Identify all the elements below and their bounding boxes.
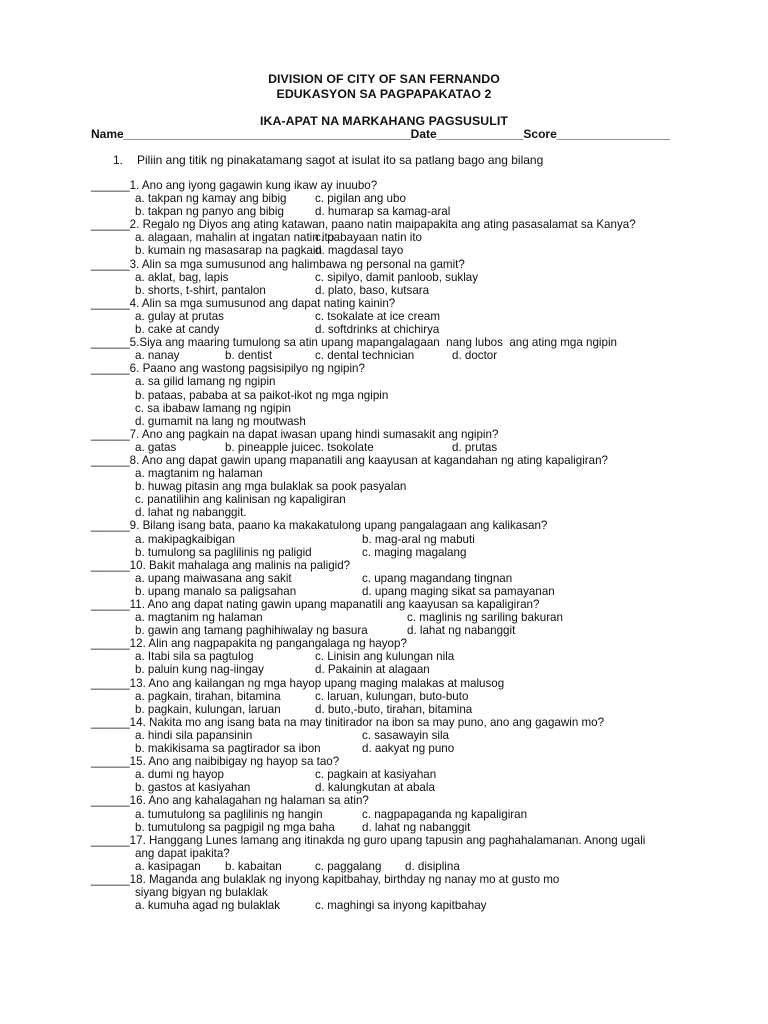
choice: b. dentist: [225, 349, 273, 363]
choice-row: [91, 231, 711, 244]
choice-row: [91, 349, 711, 362]
question-item: [91, 297, 711, 336]
question-item: [91, 873, 711, 912]
choice-row: [91, 375, 711, 388]
choice: d. gumamit na lang ng moutwash: [135, 414, 306, 428]
question-stem: ______8. Ano ang dapat gawin upang mapanatili ang kaayusan at kagandahan ng ating kapaligiran?: [91, 453, 608, 467]
choice: a. Itabi sila sa pagtulog: [135, 650, 254, 664]
choice-row: [91, 205, 711, 218]
choice: a. aklat, bag, lapis: [135, 270, 229, 284]
choice: a. takpan ng kamay ang bibig: [135, 192, 287, 206]
choice: a. hindi sila papansinin: [135, 728, 253, 742]
choice: c. nagpapaganda ng kapaligiran: [362, 807, 528, 821]
instruction: [113, 153, 543, 167]
choice: b. upang manalo sa paligsahan: [135, 584, 297, 598]
choice: a. alagaan, mahalin at ingatan natin ito: [135, 231, 335, 245]
choice-row: [91, 572, 711, 585]
choice-row: [91, 663, 711, 676]
exam-title: IKA-APAT NA MARKAHANG PAGSUSULIT: [260, 114, 508, 128]
instruction-number: 1.: [113, 153, 124, 167]
choice: d. lahat ng nabanggit.: [135, 506, 247, 520]
choice-row: [91, 768, 711, 781]
choice-row: [91, 821, 711, 834]
choice: d. lahat ng nabanggit: [407, 624, 516, 638]
question-stem: ______6. Paano ang wastong pagsisipilyo ng ngipin?: [91, 362, 365, 376]
name-date-score-line: Name___________________________________________Date_____________Score_________________: [91, 127, 671, 141]
choice-row: [91, 860, 711, 873]
choice: d. upang maging sikat sa pamayanan: [362, 584, 555, 598]
question-stem: ______11. Ano ang dapat nating gawin upang mapanatili ang kaayusan sa kapaligiran?: [91, 598, 540, 611]
question-item: [91, 519, 711, 558]
question-stem: ______1. Ano ang iyong gagawin kung ikaw ay inuubo?: [91, 179, 378, 192]
choice: c. pigilan ang ubo: [315, 192, 406, 206]
question-stem-continued: ang dapat ipakita?: [135, 846, 230, 860]
question-stem: ______3. Alin sa mga sumusunod ang halimbawa ng personal na gamit?: [91, 257, 465, 271]
choice: a. gulay at prutas: [135, 309, 224, 323]
subject-title: EDUKASYON SA PAGPAPAKATAO 2: [276, 87, 492, 101]
choice: b. makikisama sa pagtirador sa ibon: [135, 742, 321, 756]
choice: c. sasawayin sila: [362, 728, 449, 742]
question-item: [91, 179, 711, 218]
choice: b. tumutulong sa pagpigil ng mga baha: [135, 820, 335, 834]
question-stem: ______2. Regalo ng Diyos ang ating katawan, paano natin maipapakita ang ating pasasalamat sa Kanya?: [91, 218, 636, 232]
choice-row: [91, 690, 711, 703]
question-item: [91, 336, 711, 362]
choice-row: [91, 624, 711, 637]
choice: a. dumi ng hayop: [135, 768, 224, 782]
choice: a. magtanim ng halaman: [135, 467, 263, 481]
question-stem: ______15. Ano ang naibibigay ng hayop sa tao?: [91, 755, 340, 769]
choice: b. gastos at kasiyahan: [135, 781, 251, 795]
question-item: [91, 218, 711, 257]
choice: b. kumain ng masasarap na pagkain: [135, 244, 322, 258]
question-stem: ______14. Nakita mo ang isang bata na may tinitirador na ibon sa may puno, ano ang gagawin mo?: [91, 715, 605, 729]
choice-row: [91, 415, 711, 428]
choice-row: [91, 271, 711, 284]
choice-row: [91, 467, 711, 480]
choice-row: [91, 493, 711, 506]
choice-row: [91, 506, 711, 519]
question-item: [91, 637, 711, 676]
choice-row: [91, 742, 711, 755]
choice-row: [91, 480, 711, 493]
question-item: [91, 362, 711, 427]
choice-row: [91, 192, 711, 205]
choice-row: [91, 310, 711, 323]
question-stem: ______17. Hanggang Lunes lamang ang itinakda ng guro upang tapusin ang paghahalamanan. Anong ugali: [91, 833, 646, 847]
choice: a. pagkain, tirahan, bitamina: [135, 689, 281, 703]
choice: d. doctor: [452, 349, 498, 363]
choice: a. kasipagan: [135, 859, 201, 873]
question-stem: ______4. Alin sa mga sumusunod ang dapat nating kainin?: [91, 296, 396, 310]
choice: a. makipagkaibigan: [135, 532, 235, 546]
choice: c. tsokolate: [315, 440, 374, 454]
choice-row: [91, 808, 711, 821]
choice: b. paluin kung nag-iingay: [135, 663, 264, 677]
choice: c. paggalang: [315, 859, 382, 873]
choice: c. Linisin ang kulungan nila: [315, 650, 455, 664]
choice: c. pabayaan natin ito: [315, 231, 422, 245]
choice: c. pagkain at kasiyahan: [315, 768, 437, 782]
choice: b. gawin ang tamang paghihiwalay ng basura: [135, 624, 368, 638]
question-list: [91, 179, 711, 912]
choice: a. kumuha agad ng bulaklak: [135, 899, 281, 913]
choice-row: [91, 899, 711, 912]
choice: a. nanay: [135, 349, 180, 363]
question-stem: ______18. Maganda ang bulaklak ng inyong kapitbahay, birthday ng nanay mo at gusto mo: [91, 872, 560, 886]
choice: a. gatas: [135, 440, 177, 454]
choice: b. huwag pitasin ang mga bulaklak sa pook pasyalan: [135, 480, 407, 494]
choice: c. upang magandang tingnan: [362, 571, 513, 585]
question-stem-continued: siyang bigyan ng bulaklak: [135, 886, 268, 900]
choice-row: [91, 703, 711, 716]
choice: c. maging magalang: [362, 545, 467, 559]
question-item: [91, 598, 711, 637]
choice-row: [91, 402, 711, 415]
choice: d. softdrinks at chichirya: [315, 323, 440, 337]
choice: d. lahat ng nabanggit: [362, 820, 471, 834]
choice: c. panatilihin ang kalinisan ng kapaligiran: [135, 493, 346, 507]
question-stem: ______5.Siya ang maaring tumulong sa atin upang mapangalagaan nang lubos ang ating mga ngipin: [91, 336, 617, 350]
question-stem: ______12. Alin ang nagpapakita ng pangangalaga ng hayop?: [91, 637, 407, 651]
choice-row: [91, 244, 711, 257]
choice-row: [91, 729, 711, 742]
choice: d. magdasal tayo: [315, 244, 404, 258]
choice: c. sipilyo, damit panloob, suklay: [315, 270, 479, 284]
choice: d. buto,-buto, tirahan, bitamina: [315, 702, 473, 716]
choice: d. aakyat ng puno: [362, 742, 455, 756]
choice-row: [91, 611, 711, 624]
question-item: [91, 794, 711, 833]
choice: d. Pakainin at alagaan: [315, 663, 430, 677]
question-stem: ______9. Bilang isang bata, paano ka makakatulong upang pangalagaan ang kalikasan?: [91, 519, 548, 533]
question-item: [91, 677, 711, 716]
question-item: [91, 755, 711, 794]
choice: b. kabaitan: [225, 859, 282, 873]
choice-row: [91, 284, 711, 297]
question-stem: ______13. Ano ang kailangan ng mga hayop upang maging malakas at malusog: [91, 676, 505, 690]
choice: c. sa ibabaw lamang ng ngipin: [135, 401, 291, 415]
choice: a. tumutulong sa paglilinis ng hangin: [135, 807, 323, 821]
choice: b. pataas, pababa at sa paikot-ikot ng mga ngipin: [135, 388, 389, 402]
choice-row: [91, 650, 711, 663]
choice: b. pagkain, kulungan, laruan: [135, 702, 281, 716]
question-item: [91, 428, 711, 454]
choice: d. plato, baso, kutsara: [315, 283, 430, 297]
question-stem: ______16. Ano ang kahalagahan ng halaman sa atin?: [91, 794, 369, 808]
choice-row: [91, 585, 711, 598]
choice: a. magtanim ng halaman: [135, 611, 263, 625]
choice: d. disiplina: [405, 859, 460, 873]
choice: b. tumulong sa paglilinis ng paligid: [135, 545, 312, 559]
instruction-text: Piliin ang titik ng pinakatamang sagot at isulat ito sa patlang bago ang bilang: [137, 153, 544, 167]
question-item: [91, 716, 711, 755]
question-item: [91, 834, 711, 873]
choice: d. humarap sa kamag-aral: [315, 205, 451, 219]
choice: c. laruan, kulungan, buto-buto: [315, 689, 469, 703]
choice: c. maglinis ng sariling bakuran: [407, 611, 563, 625]
choice: b. mag-aral ng mabuti: [362, 532, 475, 546]
choice-row: [91, 441, 711, 454]
question-stem: ______10. Bakit mahalaga ang malinis na paligid?: [91, 558, 351, 572]
choice: b. pineapple juice: [225, 440, 316, 454]
choice: b. cake at candy: [135, 323, 220, 337]
question-item: [91, 559, 711, 598]
choice: d. prutas: [452, 440, 498, 454]
question-stem: ______7. Ano ang pagkain na dapat iwasan upang hindi sumasakit ang ngipin?: [91, 427, 499, 441]
choice: a. sa gilid lamang ng ngipin: [135, 375, 276, 389]
choice: c. tsokalate at ice cream: [315, 309, 441, 323]
choice: b. takpan ng panyo ang bibig: [135, 205, 284, 219]
choice-row: [91, 781, 711, 794]
choice: d. kalungkutan at abala: [315, 781, 435, 795]
question-item: [91, 454, 711, 519]
choice: b. shorts, t-shirt, pantalon: [135, 283, 266, 297]
choice-row: [91, 323, 711, 336]
choice-row: [91, 533, 711, 546]
choice: a. upang maiwasana ang sakit: [135, 571, 292, 585]
choice: c. maghingi sa inyong kapitbahay: [315, 899, 487, 913]
question-item: [91, 258, 711, 297]
choice-row: [91, 546, 711, 559]
division-title: DIVISION OF CITY OF SAN FERNANDO: [268, 72, 500, 86]
choice-row: [91, 389, 711, 402]
choice: c. dental technician: [315, 349, 415, 363]
